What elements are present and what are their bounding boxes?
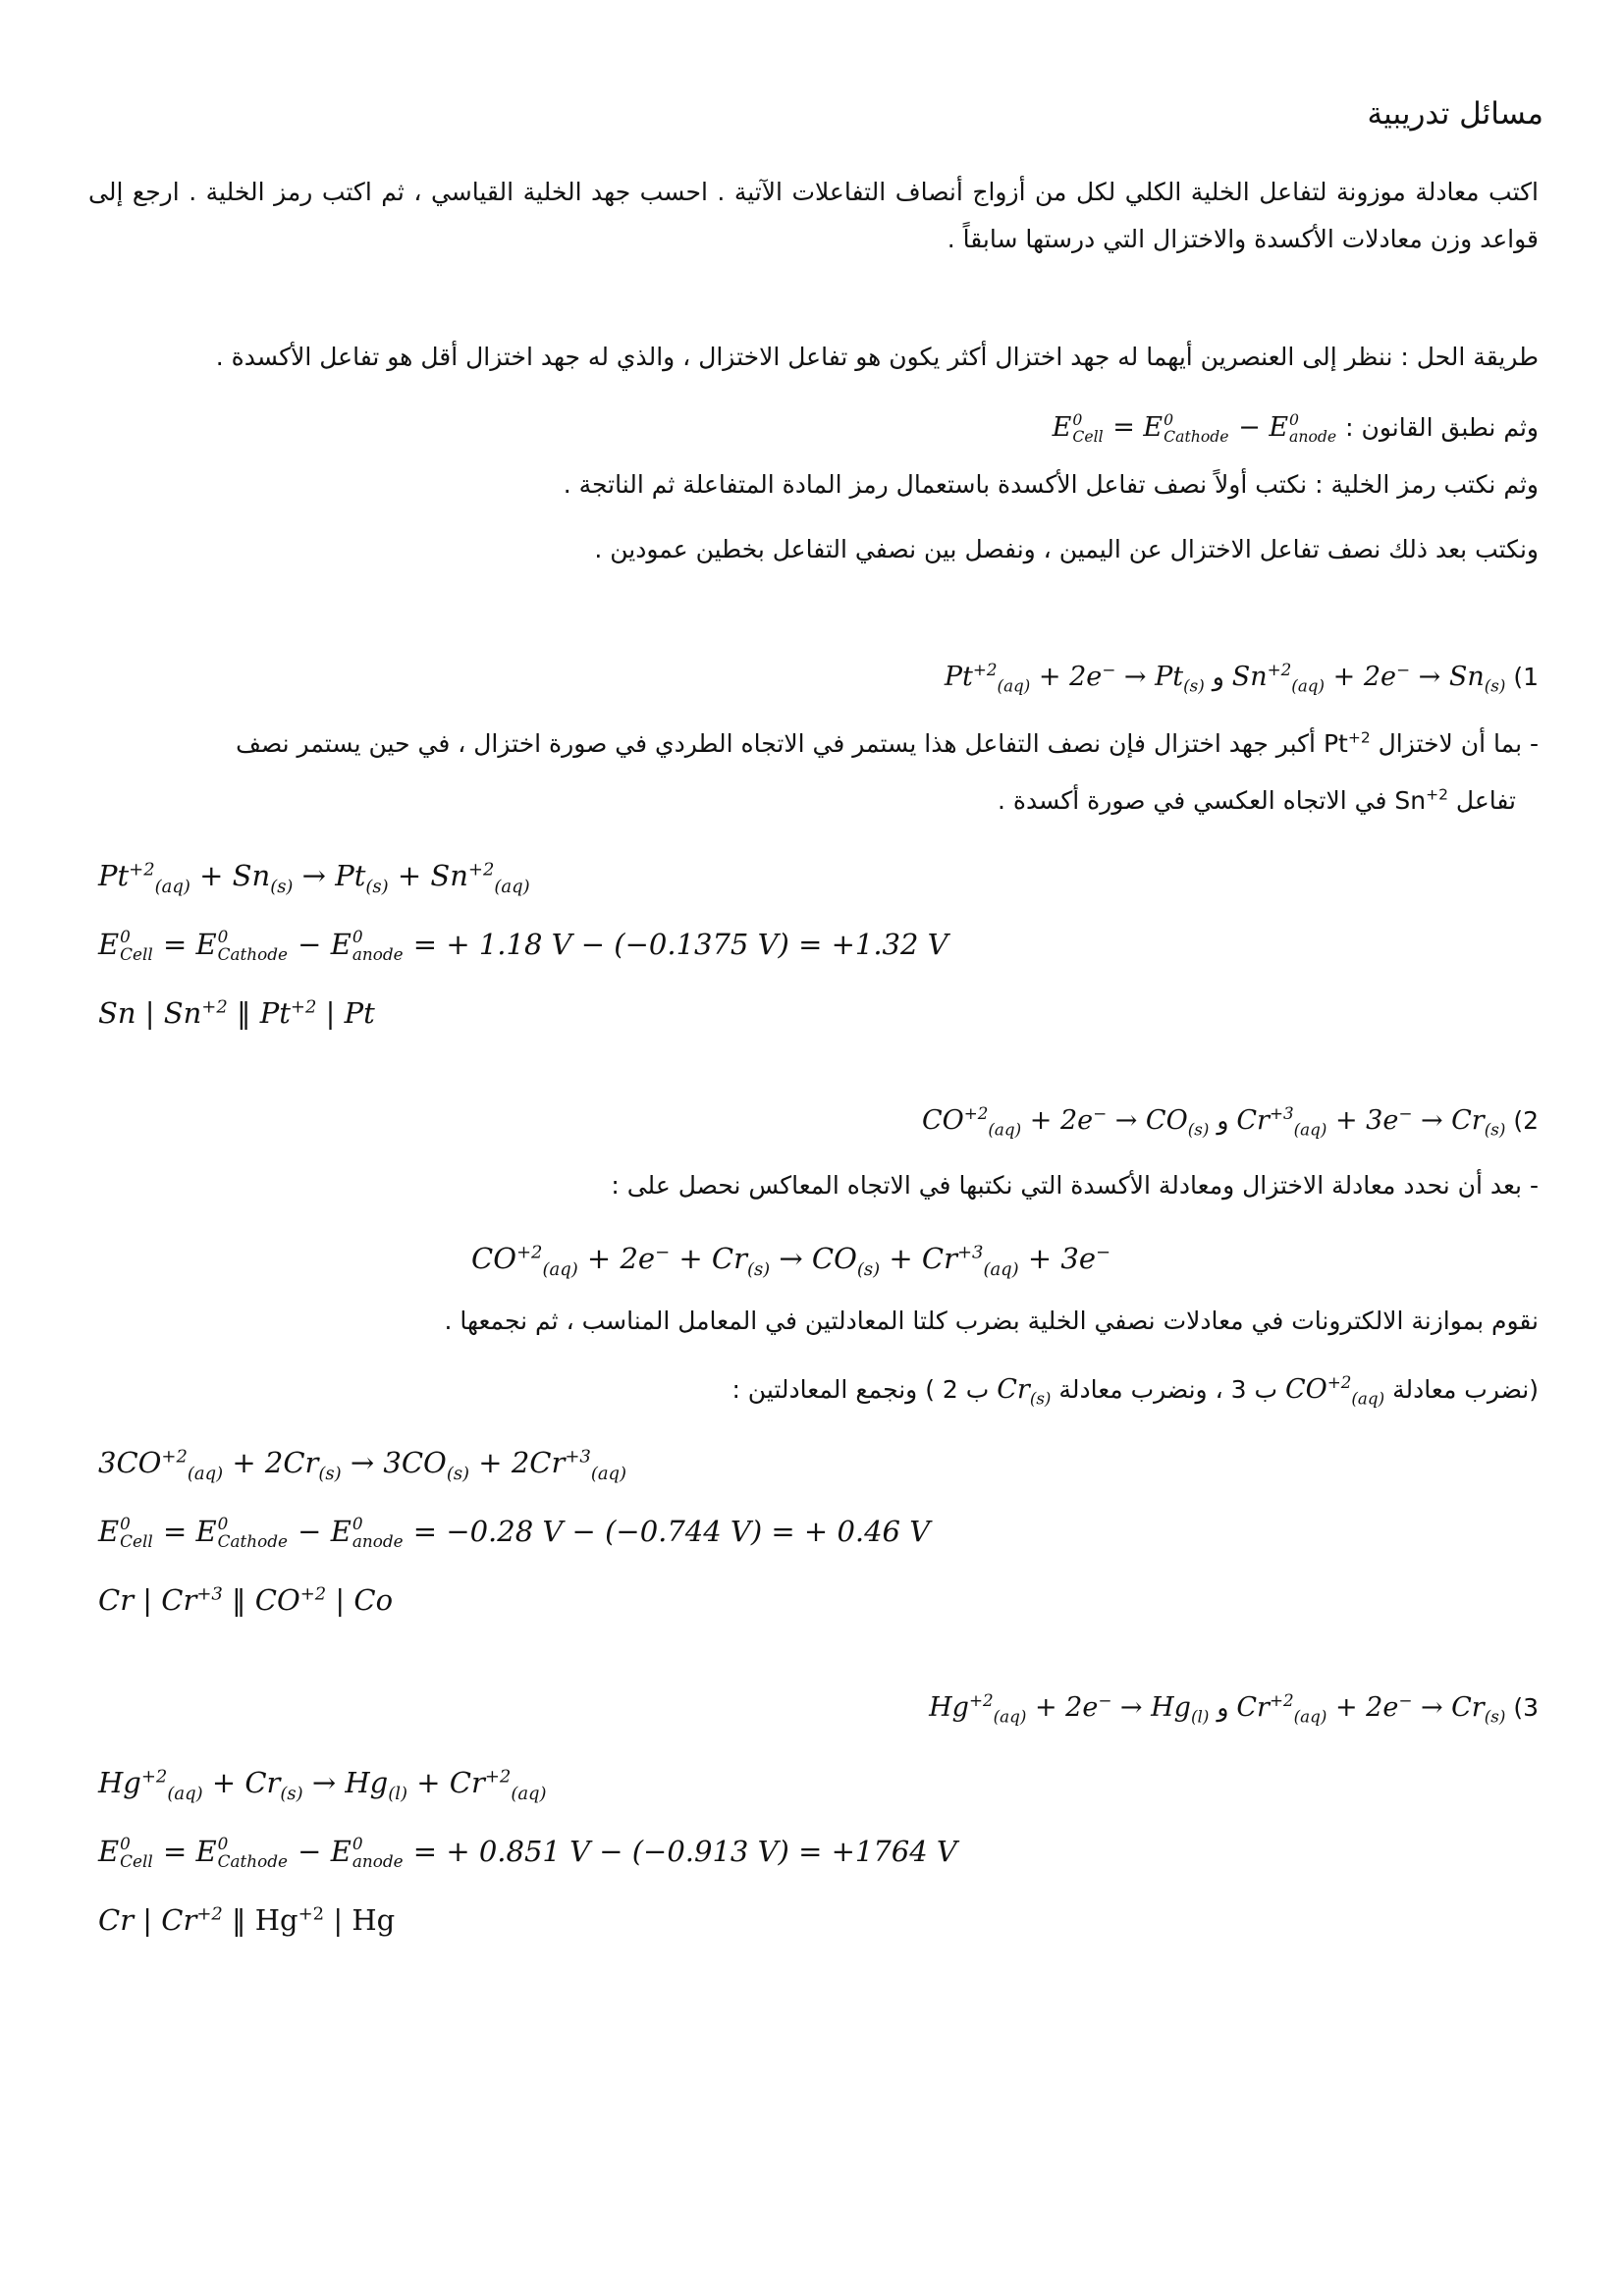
problem-1-cell-notation: Sn | $Sn^{+2}$ ‖ $Pt^{+2}$ | Pt xyxy=(98,996,375,1030)
problem-1-overall-reaction: $Pt^{+2}_{(aq)} + Sn_{(s)} \to Pt_{(s)} + Sn^{+2}_{(aq)}$ xyxy=(98,859,530,897)
problem-1-conjunction: و xyxy=(1212,663,1224,691)
problem-1-half-reaction-sn: $Sn^{+2}_{(aq)} + 2e^- \to Sn_{(s)}$ xyxy=(1231,660,1506,696)
problem-3-half-reaction-hg: $Hg^{+2}_{(aq)} + 2e^- \to Hg_{(l)}$ xyxy=(929,1690,1210,1727)
problem-3-cell-notation: Cr | $Cr^{+2}$ ‖ $Hg^{+2}$ | Hg xyxy=(98,1903,396,1937)
method-line-3: وثم نكتب رمز الخلية : نكتب أولاً نصف تفاعل الأكسدة باستعمال رمز المادة المتفاعلة ثم الناتجة . xyxy=(563,470,1539,499)
problem-1-explain-line-1 xyxy=(236,726,1539,762)
method-line-2 xyxy=(1053,410,1539,446)
method-line-2-prefix: وثم نطبق القانون : xyxy=(1345,413,1539,442)
ecell-formula: E 0 Cell = E 0 Cathode − E 0 anode xyxy=(1052,410,1337,446)
problem-1-explain-a: - بما أن لاختزال xyxy=(1378,729,1539,758)
problem-3-half-reaction-cr: $Cr^{+2}_{(aq)} + 2e^- \to Cr_{(s)}$ xyxy=(1236,1690,1506,1727)
problem-2-balance-text: نقوم بموازنة الالكترونات في معادلات نصفي الخلية بضرب كلتا المعادلتين في المعامل المناسب ، ثم نجمعها . xyxy=(444,1307,1539,1335)
problem-2-multiply-text xyxy=(731,1372,1539,1408)
problem-2-half-reaction-cr: $Cr^{+3}_{(aq)} + 3e^- \to Cr_{(s)}$ xyxy=(1236,1103,1506,1140)
problem-2-number: 2) xyxy=(1513,1106,1539,1135)
problem-3-overall-reaction: $Hg^{+2}_{(aq)} + Cr_{(s)} \to Hg_{(l)} + Cr^{+2}_{(aq)}$ xyxy=(98,1766,547,1804)
problem-1-sn-ion: $Sn^{+2}$ xyxy=(1394,785,1448,815)
problem-1-ecell-value: + 1.18 V − (−0.1375 V) = +1.32 V xyxy=(446,928,948,961)
method-line-1: طريقة الحل : ننظر إلى العنصرين أيهما له جهد اختزال أكثر يكون هو تفاعل الاختزال ، والذي له جهد اختزال أقل هو تفاعل الأكسدة . xyxy=(215,343,1539,371)
problem-3-hg-ion: $Hg^{+2}$ xyxy=(254,1903,325,1937)
problem-1-explain-d: في الاتجاه العكسي في صورة أكسدة . xyxy=(997,786,1387,815)
problem-3-ecell-value: + 0.851 V − (−0.913 V) = +1764 V xyxy=(446,1835,957,1868)
problem-1-header xyxy=(945,660,1539,695)
problem-2-ecell-value: −0.28 V − (−0.744 V) = + 0.46 V xyxy=(446,1515,931,1548)
problem-1-explain-line-2 xyxy=(998,783,1516,819)
problem-2-overall-reaction: $3CO^{+2}_{(aq)} + 2Cr_{(s)} \to 3CO_{(s)} + 2Cr^{+3}_{(aq)}$ xyxy=(98,1446,627,1484)
problem-2-mult-b: ب 3 ، ونضرب معادلة xyxy=(1058,1375,1277,1404)
problem-1-half-reaction-pt: $Pt^{+2}_{(aq)} + 2e^- \to Pt_{(s)}$ xyxy=(944,660,1205,696)
problem-2-mult-c: ب 2 ) ونجمع المعادلتين : xyxy=(731,1375,990,1404)
problem-2-mult-a: (نضرب معادلة xyxy=(1392,1375,1539,1404)
page-title: مسائل تدريبية xyxy=(1367,96,1543,132)
problem-1-pt-ion: $Pt^{+2}$ xyxy=(1323,728,1371,758)
problem-2-ecell: E 0 Cell = E 0 Cathode − E 0 anode = −0.28 V − (−0.744 V) = + 0.46 V xyxy=(98,1514,931,1551)
problem-2-co-ion: $CO^{+2}_{(aq)}$ xyxy=(1284,1372,1385,1409)
problem-2-header xyxy=(922,1103,1539,1139)
intro-paragraph: اكتب معادلة موزونة لتفاعل الخلية الكلي لكل من أزواج أنصاف التفاعلات الآتية . احسب جهد الخلية القياسي ، ثم اكتب رمز الخلية . ارجع إلى قواعد وزن معادلات الأكسدة والاختزال التي درستها سابقاً . xyxy=(88,178,1539,253)
problem-2-combined-reaction: $CO^{+2}_{(aq)} + 2e^- + Cr_{(s)} \to CO_{(s)} + Cr^{+3}_{(aq)} + 3e^-$ xyxy=(471,1242,1111,1280)
method-line-4: ونكتب بعد ذلك نصف تفاعل الاختزال عن اليمين ، ونفصل بين نصفي التفاعل بخطين عمودين . xyxy=(594,535,1539,563)
problem-1-number: 1) xyxy=(1513,663,1539,691)
problem-2-conjunction: و xyxy=(1217,1106,1229,1135)
problem-2-cr-solid: $Cr_{(s)}$ xyxy=(997,1374,1052,1409)
problem-1-explain-b: أكبر جهد اختزال فإن نصف التفاعل هذا يستمر في الاتجاه الطردي في صورة اختزال ، في حين يستمر نصف xyxy=(236,729,1316,758)
problem-3-number: 3) xyxy=(1513,1693,1539,1722)
problem-2-cell-notation: Cr | $Cr^{+3}$ ‖ $CO^{+2}$ | Co xyxy=(98,1583,394,1617)
problem-3-conjunction: و xyxy=(1217,1693,1229,1722)
problem-2-explain: - بعد أن نحدد معادلة الاختزال ومعادلة الأكسدة التي نكتبها في الاتجاه المعاكس نحصل على : xyxy=(611,1171,1539,1200)
problem-2-half-reaction-co: $CO^{+2}_{(aq)} + 2e^- \to CO_{(s)}$ xyxy=(921,1103,1210,1140)
problem-3-header xyxy=(929,1690,1539,1726)
problem-1-explain-c: تفاعل xyxy=(1455,786,1516,815)
problem-1-ecell: E 0 Cell = E 0 Cathode − E 0 anode = + 1.18 V − (−0.1375 V) = +1.32 V xyxy=(98,927,948,964)
problem-3-ecell: E 0 Cell = E 0 Cathode − E 0 anode = + 0.851 V − (−0.913 V) = +1764 V xyxy=(98,1834,957,1871)
